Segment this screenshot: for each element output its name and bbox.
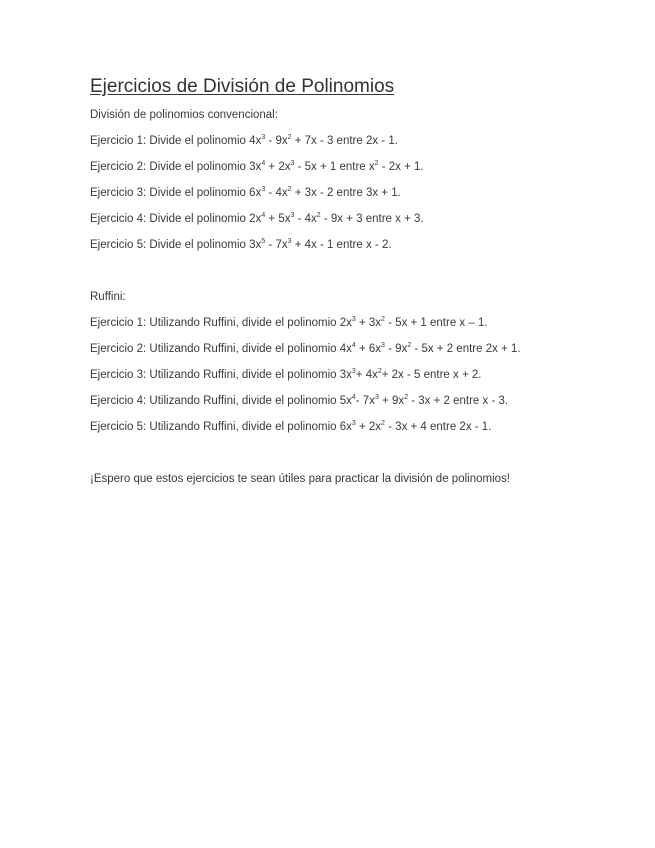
exercise-item: Ejercicio 5: Divide el polinomio $3x^5 - 7x^3 + 4x - 1$ entre x - 2. (90, 238, 392, 251)
exponent: 4 (351, 394, 356, 402)
exercise-list (90, 316, 630, 446)
exponent: 5 (261, 238, 266, 246)
section-ruffini (90, 290, 630, 446)
exercise-item: Ejercicio 5: Utilizando Ruffini, divide el polinomio $6x^3 + 2x^2 - 3x + 4$ entre 2x - 1. (90, 420, 492, 433)
exercise-item: Ejercicio 3: Divide el polinomio $6x^3 - 4x^2 + 3x - 2$ entre 3x + 1. (90, 186, 401, 199)
exercise-item: Ejercicio 1: Divide el polinomio $4x^3 - 9x^2 + 7x - 3$ entre 2x - 1. (90, 134, 398, 147)
exponent: 3 (351, 368, 356, 376)
exponent: 2 (287, 134, 292, 142)
exponent: 2 (287, 186, 292, 194)
exponent: 3 (290, 212, 295, 220)
exponent: 3 (351, 420, 356, 428)
exponent: 3 (374, 394, 379, 402)
exponent: 2 (381, 316, 385, 324)
exponent: 3 (351, 316, 356, 324)
section-heading: Ruffini: (90, 291, 126, 303)
exponent: 4 (261, 160, 266, 168)
exponent: 3 (290, 160, 295, 168)
document-title: Ejercicios de División de Polinomios (90, 76, 395, 97)
exercise-item: Ejercicio 3: Utilizando Ruffini, divide el polinomio $3x^3+ 4x^2+ 2x - 5$ entre x + 2. (90, 368, 482, 381)
section-heading: División de polinomios convencional: (90, 109, 278, 121)
spacer (90, 264, 630, 290)
exponent: 4 (351, 342, 356, 350)
exercise-item: Ejercicio 2: Utilizando Ruffini, divide el polinomio $4x^4 + 6x^3 - 9x^2 - 5x + 2$ entre 2x + 1. (90, 342, 521, 355)
exercise-item: Ejercicio 4: Divide el polinomio $2x^4 + 5x^3 - 4x^2 - 9x + 3$ entre x + 3. (90, 212, 424, 225)
spacer (90, 446, 630, 472)
exponent: 2 (316, 212, 321, 220)
exponent: 2 (377, 368, 382, 376)
exercise-item: Ejercicio 2: Divide el polinomio $3x^4 + 2x^3 - 5x + 1$ entre $x^2 - 2x + 1$. (90, 160, 424, 173)
exponent: 2 (404, 394, 409, 402)
document-page (90, 76, 630, 486)
exponent: 2 (374, 160, 379, 168)
exercise-list (90, 134, 630, 264)
exponent: 3 (381, 342, 385, 350)
exponent: 3 (261, 134, 266, 142)
exponent: 2 (381, 420, 385, 428)
closing-note: ¡Espero que estos ejercicios te sean útiles para practicar la división de polinomios! (90, 473, 510, 485)
exercise-item: Ejercicio 4: Utilizando Ruffini, divide el polinomio $5x^4-$ $7x^3 + 9x^2 - 3x + 2$ entre x - 3. (90, 394, 509, 407)
exponent: 2 (407, 342, 412, 350)
exponent: 4 (261, 212, 266, 220)
exponent: 3 (287, 238, 292, 246)
section-conventional-division (90, 108, 630, 264)
exercise-item: Ejercicio 1: Utilizando Ruffini, divide el polinomio $2x^3 + 3x^2 - 5x + 1$ entre x – 1. (90, 316, 488, 329)
exponent: 3 (261, 186, 266, 194)
